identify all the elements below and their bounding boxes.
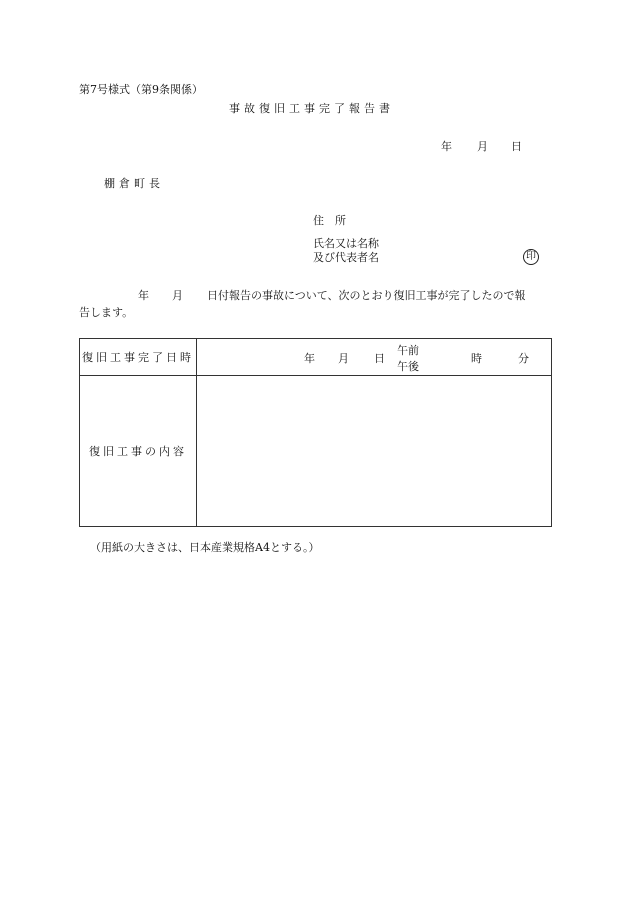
content-label: 復旧工事の内容	[80, 376, 197, 527]
date-year: 年	[441, 140, 452, 153]
hour-label: 時	[471, 352, 482, 365]
am-label: 午前	[397, 344, 419, 357]
footnote: （用紙の大きさは、日本産業規格A4とする。）	[90, 541, 320, 554]
completion-label: 復旧工事完了日時	[80, 339, 197, 376]
document-title: 事故復旧工事完了報告書	[229, 102, 394, 115]
body-month: 月	[172, 289, 183, 302]
completion-month: 月	[338, 352, 349, 365]
form-number: 第7号様式（第9条関係）	[79, 83, 203, 96]
content-value	[197, 376, 552, 527]
minute-label: 分	[518, 352, 529, 365]
completion-value	[197, 339, 552, 376]
completion-day: 日	[374, 352, 385, 365]
body-text-line1: 日付報告の事故について、次のとおり復旧工事が完了したので報	[207, 289, 526, 302]
pm-label: 午後	[397, 360, 419, 373]
completion-row	[80, 339, 552, 376]
body-year: 年	[138, 289, 149, 302]
representative-label: 及び代表者名	[313, 251, 379, 264]
completion-year: 年	[304, 352, 315, 365]
date-month: 月	[477, 140, 488, 153]
name-label: 氏名又は名称	[313, 237, 379, 250]
seal-mark: 印	[523, 249, 539, 265]
date-day: 日	[511, 140, 522, 153]
addressee: 棚倉町長	[104, 177, 164, 190]
body-text-line2: 告します。	[79, 306, 134, 319]
content-row	[80, 376, 552, 527]
report-table	[79, 338, 552, 527]
address-label: 住 所	[313, 214, 346, 227]
